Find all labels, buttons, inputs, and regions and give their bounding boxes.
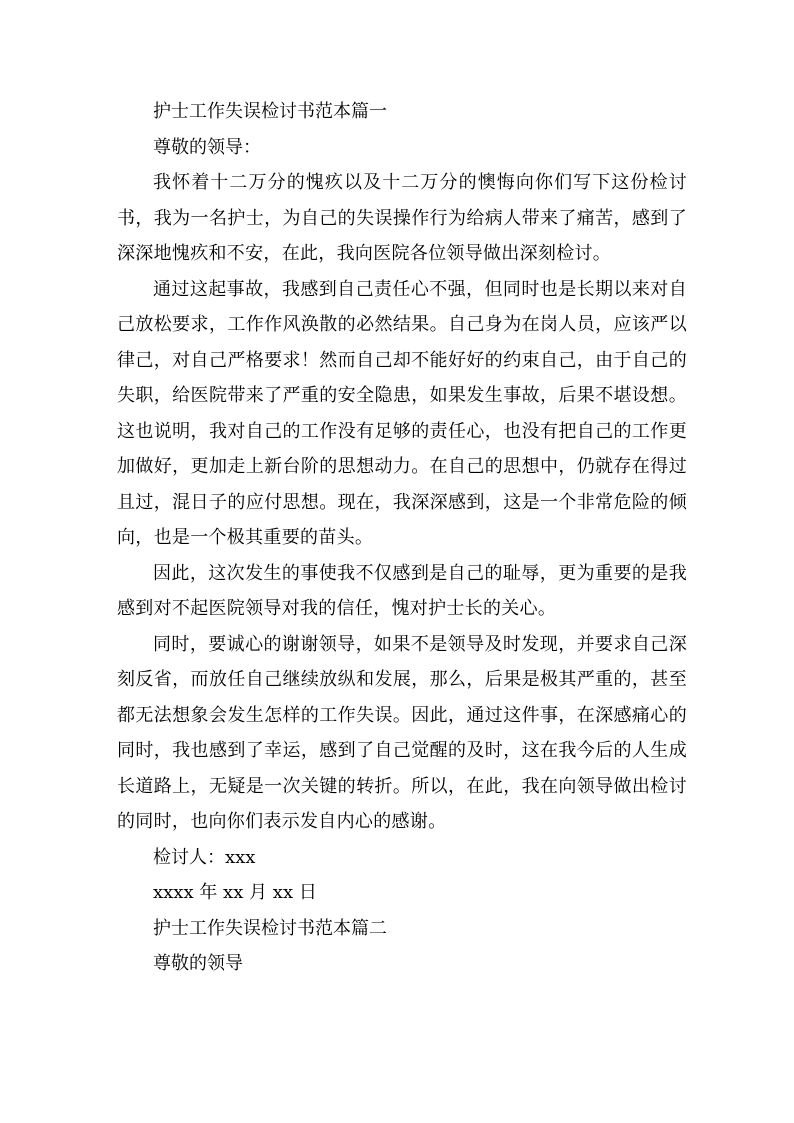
paragraph-4: 同时，要诚心的谢谢领导，如果不是领导及时发现，并要求自己深刻反省，而放任自己继续放纵和发展，那么，后果是极其严重的，甚至都无法想象会发生怎样的工作失误。因此，通过这件事，在深感痛心的同时，我也感到了幸运，感到了自己觉醒的及时，这在我今后的人生成长道路上，无疑是一次关键的转折。所以，在此，我在向领导做出检讨的同时，也向你们表示发自内心的感谢。: [117, 633, 687, 832]
date-line: xxxx 年 xx 月 xx 日: [153, 882, 317, 903]
paragraph-3: 因此，这次发生的事使我不仅感到是自己的耻辱，更为重要的是我感到对不起医院领导对我的信任，愧对护士长的关心。: [117, 562, 687, 619]
document-body: [117, 94, 687, 982]
section-title-1: 护士工作失误检讨书范本篇一: [153, 101, 387, 122]
salutation-1: 尊敬的领导：: [153, 136, 261, 158]
signer-line: 检讨人：xxx: [153, 846, 256, 868]
paragraph-2: 通过这起事故，我感到自己责任心不强，但同时也是长期以来对自己放松要求，工作作风涣散的必然结果。自己身为在岗人员，应该严以律己，对自己严格要求！然而自己却不能好好的约束自己，由于自己的失职，给医院带来了严重的安全隐患，如果发生事故，后果不堪设想。这也说明，我对自己的工作没有足够的责任心，也没有把自己的工作更加做好，更加走上新台阶的思想动力。在自己的思想中，仍就存在得过且过，混日子的应付思想。现在，我深深感到，这是一个非常危险的倾向，也是一个极其重要的苗头。: [117, 278, 687, 548]
paragraph-1: 我怀着十二万分的愧疚以及十二万分的懊悔向你们写下这份检讨书，我为一名护士，为自己的失误操作行为给病人带来了痛苦，感到了深深地愧疚和不安，在此，我向医院各位领导做出深刻检讨。: [117, 172, 687, 264]
section-title-2: 护士工作失误检讨书范本篇二: [153, 917, 387, 939]
salutation-2: 尊敬的领导: [153, 953, 243, 974]
